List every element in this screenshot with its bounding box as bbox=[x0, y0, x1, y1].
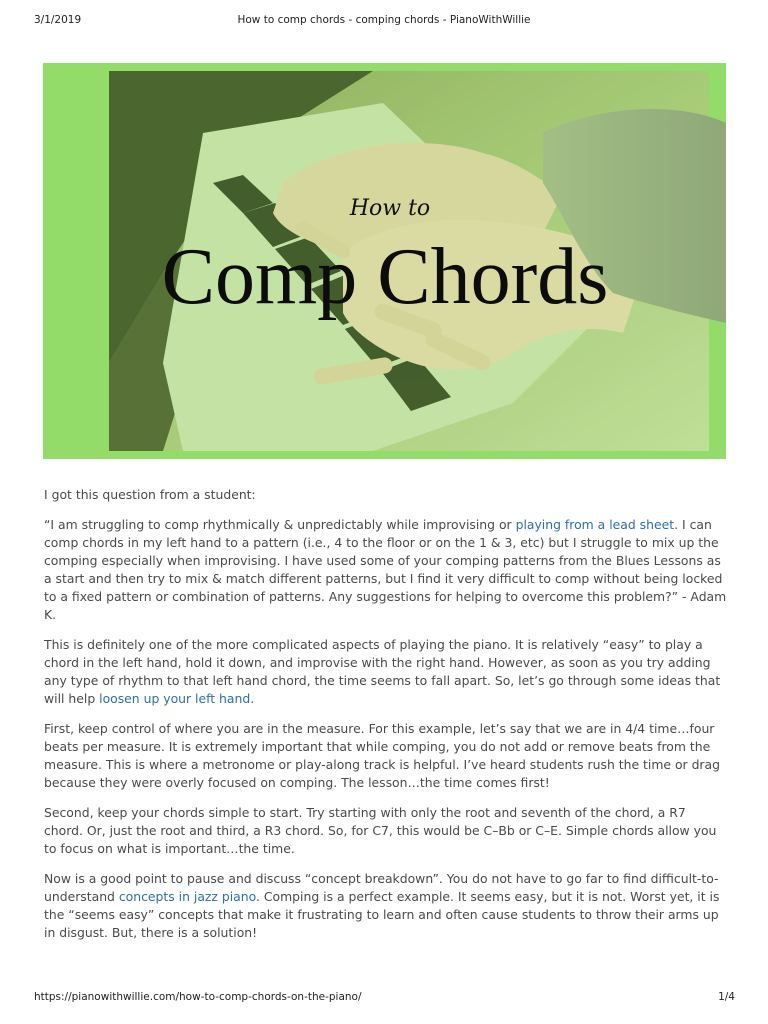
print-header bbox=[0, 14, 768, 30]
print-footer bbox=[0, 991, 768, 1007]
paragraph-intro: I got this question from a student: bbox=[44, 487, 256, 502]
piano-hands-illustration bbox=[43, 63, 726, 459]
document-title: How to comp chords - comping chords - PianoWithWillie bbox=[237, 14, 531, 26]
print-date: 3/1/2019 bbox=[34, 14, 82, 26]
hero-title-line1: How to bbox=[349, 196, 431, 221]
paragraph-second-tip: Second, keep your chords simple to start. Try starting with only the root and seventh of the chord, a R7 chord. Or, just the root and third, a R3 chord. So, for C7, this would be C–Bb or C–E. Simple chords allow you to focus on what is important…the time. bbox=[44, 805, 717, 856]
page-url: https://pianowithwillie.com/how-to-comp-chords-on-the-piano/ bbox=[34, 991, 362, 1003]
link-playing-from-lead-sheet[interactable]: playing from a lead sheet bbox=[515, 517, 675, 532]
paragraph-first-tip: First, keep control of where you are in the measure. For this example, let’s say that we are in 4/4 time…four beats per measure. It is extremely important that while comping, you do not add or remove beats from the measure. This is where a metronome or play-along track is helpful. I’ve heard students rush the time or drag because they were overly focused on comping. The lesson…the time comes first! bbox=[44, 721, 720, 790]
hero-title-line2: Comp Chords bbox=[161, 233, 609, 321]
link-loosen-left-hand[interactable]: loosen up your left hand bbox=[99, 691, 251, 706]
paragraph-question: “I am struggling to comp rhythmically & unpredictably while improvising or playing from a lead sheet. I can comp chords in my left hand to a pattern (i.e., 4 to the floor or on the 1 & 3, etc) but I struggle to mix up the comping especially when improvising. I have used some of your comping patterns from the Blues Lessons as a start and then try to mix & match different patterns, but I find it very difficult to comp without being locked to a fixed pattern or combination of patterns. Any suggestions for helping to overcome this problem?” - Adam K. bbox=[44, 517, 727, 622]
link-concepts-jazz-piano[interactable]: concepts in jazz piano bbox=[118, 889, 256, 904]
page-number: 1/4 bbox=[718, 991, 735, 1003]
article-body bbox=[44, 486, 728, 954]
hero-banner bbox=[43, 63, 726, 459]
paragraph-concept-breakdown: Now is a good point to pause and discuss “concept breakdown”. You do not have to go far to find difficult-to-understand concepts in jazz piano. Comping is a perfect example. It seems easy, but it is not. Worst yet, it is the “seems easy” concepts that make it frustrating to learn and often cause students to throw their arms up in disgust. But, there is a solution! bbox=[44, 871, 720, 940]
paragraph-answer-intro: This is definitely one of the more complicated aspects of playing the piano. It is relatively “easy” to play a chord in the left hand, hold it down, and improvise with the right hand. However, as soon as you try adding any type of rhythm to that left hand chord, the time seems to fall apart. So, let’s go through some ideas that will help loosen up your left hand. bbox=[44, 637, 721, 706]
